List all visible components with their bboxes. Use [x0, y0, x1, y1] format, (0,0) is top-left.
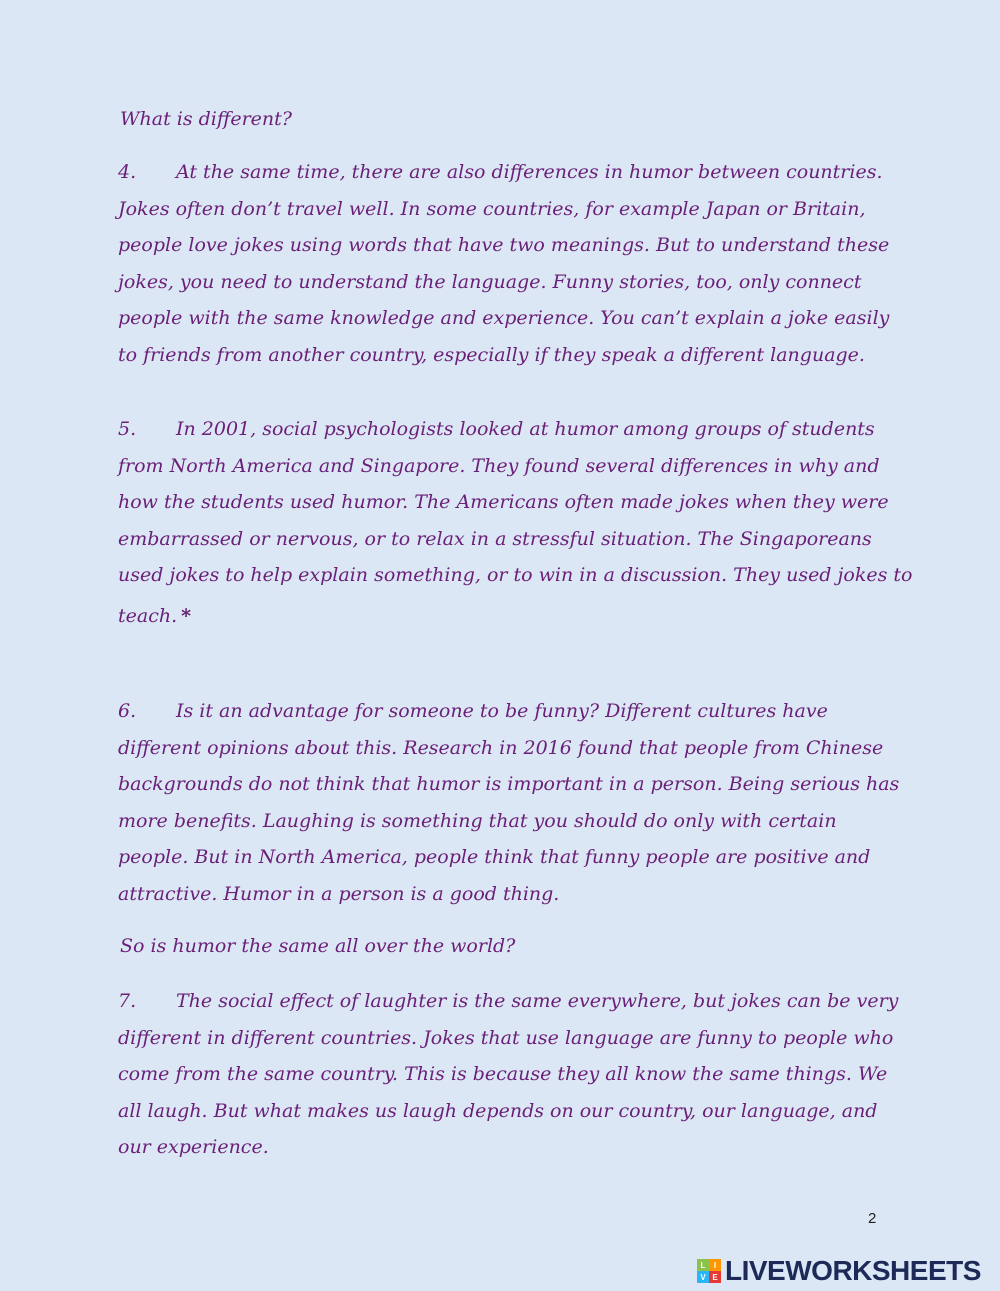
paragraph-line: 5. In 2001, social psychologists looked at humor among groups of students: [118, 411, 898, 448]
page-number: 2: [868, 1210, 877, 1227]
paragraph-5: [118, 411, 913, 635]
paragraph-line: 7. The social effect of laughter is the same everywhere, but jokes can be very: [118, 983, 898, 1020]
paragraph-line: from North America and Singapore. They found several differences in why and: [118, 454, 880, 477]
section-heading-different: What is different?: [120, 108, 292, 130]
liveworksheets-icon: L I V E: [697, 1259, 721, 1283]
paragraph-line: people love jokes using words that have two meanings. But to understand these: [118, 234, 890, 257]
paragraph-line: 6. Is it an advantage for someone to be funny? Different cultures have: [118, 693, 898, 730]
paragraph-4: [118, 154, 898, 374]
paragraph-line: come from the same country. This is because they all know the same things. We: [118, 1063, 888, 1086]
paragraph-line: more benefits. Laughing is something that you should do only with certain: [118, 809, 837, 832]
answer-marker[interactable]: *: [181, 604, 192, 627]
paragraph-line: used jokes to help explain something, or to win in a discussion. They used jokes to: [118, 564, 913, 587]
paragraph-line: embarrassed or nervous, or to relax in a stressful situation. The Singaporeans: [118, 527, 872, 550]
paragraph-line: attractive. Humor in a person is a good thing.: [118, 882, 560, 905]
paragraph-number: 5.: [118, 418, 137, 440]
paragraph-line: different opinions about this. Research in 2016 found that people from Chinese: [118, 736, 884, 759]
liveworksheets-logo[interactable]: [697, 1254, 981, 1288]
paragraph-line: how the students used humor. The Americans often made jokes when they were: [118, 491, 889, 514]
paragraph-line: people. But in North America, people think that funny people are positive and: [118, 846, 871, 869]
paragraph-line: jokes, you need to understand the language. Funny stories, too, only connect: [118, 270, 862, 293]
paragraph-line: 4. At the same time, there are also differences in humor between countries.: [118, 154, 898, 191]
paragraph-7: [118, 983, 898, 1166]
paragraph-line: different in different countries. Jokes that use language are funny to people who: [118, 1026, 894, 1049]
paragraph-line: all laugh. But what makes us laugh depends on our country, our language, and: [118, 1099, 878, 1122]
paragraph-line: backgrounds do not think that humor is important in a person. Being serious has: [118, 773, 900, 796]
paragraph-line: Jokes often don’t travel well. In some countries, for example Japan or Britain,: [118, 197, 866, 220]
paragraph-number: 6.: [118, 700, 137, 722]
liveworksheets-wordmark: LIVEWORKSHEETS: [725, 1255, 981, 1286]
paragraph-6: [118, 693, 898, 913]
paragraph-number: 7.: [118, 990, 137, 1012]
paragraph-number: 4.: [118, 161, 137, 183]
paragraph-line: teach. *: [118, 604, 192, 627]
paragraph-line: our experience.: [118, 1136, 269, 1159]
section-heading-same-world: So is humor the same all over the world?: [120, 935, 516, 957]
paragraph-line: to friends from another country, especially if they speak a different language.: [118, 343, 865, 366]
paragraph-line: people with the same knowledge and experience. You can’t explain a joke easily: [118, 307, 890, 330]
